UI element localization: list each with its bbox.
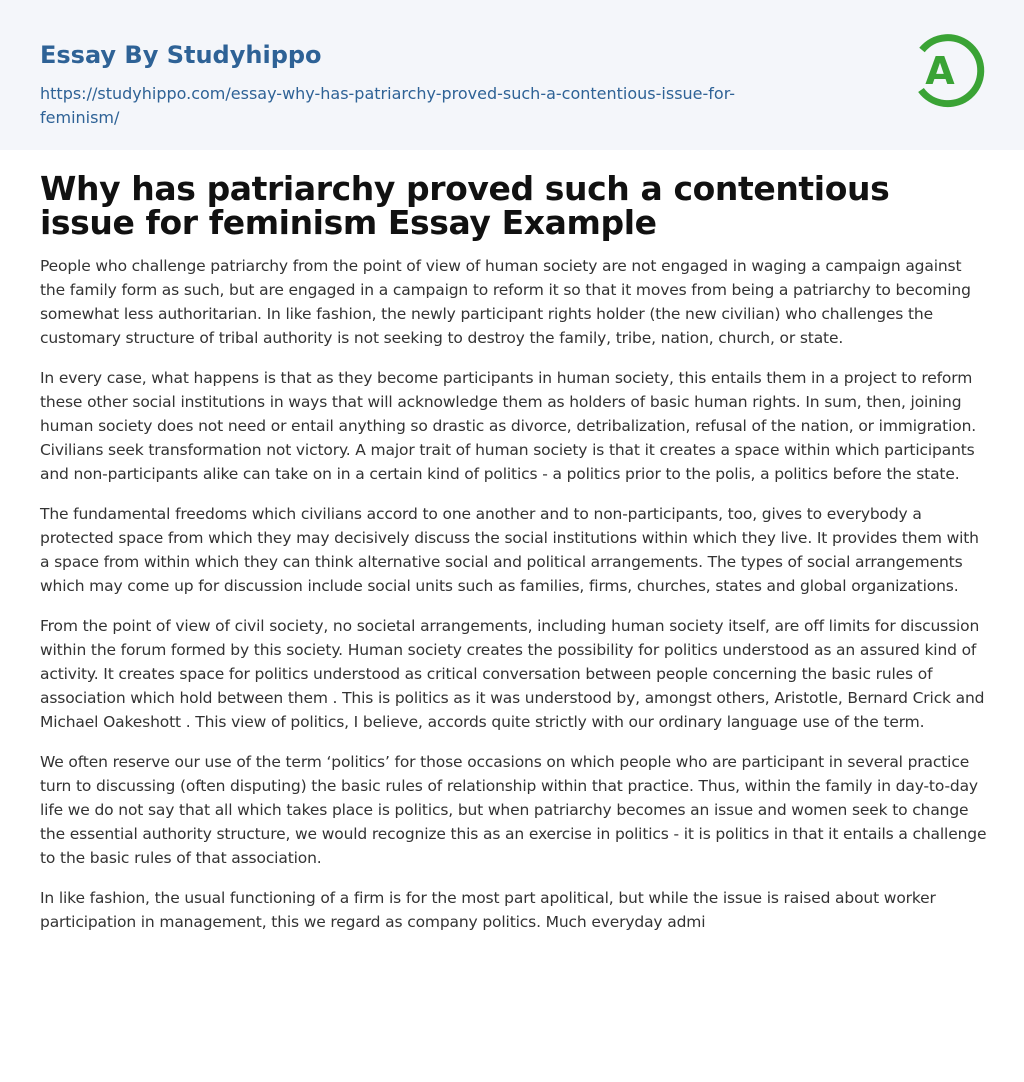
essay-paragraph-3: The fundamental freedoms which civilians accord to one another and to non-participants, too, gives to everybody a protected space from which they may decisively discuss the social institutions within which they live. It provides them with a space from within which they can think alternative social and political arrangements. The types of social arrangements which may come up for discussion include social units such as families, firms, churches, states and global organizations.	[40, 505, 979, 595]
site-header	[0, 0, 1024, 150]
essay-paragraph-2: In every case, what happens is that as they become participants in human society, this entails them in a project to reform these other social institutions in ways that will acknowledge them as holders of basic human rights. In sum, then, joining human society does not need or entail anything so drastic as divorce, detribalization, refusal of the nation, or immigration. Civilians seek transformation not victory. A major trait of human society is that it creates a space within which participants and non-participants alike can take on in a certain kind of politics - a politics prior to the polis, a politics before the state.	[40, 369, 977, 483]
url-line-1: https://studyhippo.com/essay-why-has-patriarchy-proved-such-a-contentious-issue-for-	[40, 84, 736, 103]
source-url-link[interactable]	[40, 82, 800, 130]
essay-paragraph-4: From the point of view of civil society, no societal arrangements, including human society itself, are off limits for discussion within the forum formed by this society. Human society creates the possibility for politics understood as an assured kind of activity. It creates space for politics understood as critical conversation between people concerning the basic rules of association which hold between them . This is politics as it was understood by, amongst others, Aristotle, Bernard Crick and Michael Oakeshott . This view of politics, I believe, accords quite strictly with our ordinary language use of the term.	[40, 617, 985, 731]
essay-content	[40, 169, 990, 950]
logo-letter: A	[925, 49, 955, 93]
essay-paragraph-5: We often reserve our use of the term ‘politics’ for those occasions on which people who are participant in several practice turn to discussing (often disputing) the basic rules of relationship within that practice. Thus, within the family in day-to-day life we do not say that all which takes place is politics, but when patriarchy becomes an issue and women seek to change the essential authority structure, we would recognize this as an exercise in politics - it is politics in that it entails a challenge to the basic rules of that association.	[40, 753, 987, 867]
page-title: Why has patriarchy proved such a contentious issue for feminism Essay Example	[40, 169, 890, 242]
essay-paragraph-6: In like fashion, the usual functioning of a firm is for the most part apolitical, but while the issue is raised about worker participation in management, this we regard as company politics. Much everyday admi	[40, 889, 936, 931]
essay-paragraph-1: People who challenge patriarchy from the point of view of human society are not engaged in waging a campaign against the family form as such, but are engaged in a campaign to reform it so that it moves from being a patriarchy to becoming somewhat less authoritarian. In like fashion, the newly participant rights holder (the new civilian) who challenges the customary structure of tribal authority is not seeking to destroy the family, tribe, nation, church, or state.	[40, 257, 971, 347]
brand-title[interactable]: Essay By Studyhippo	[40, 41, 322, 69]
url-line-2: feminism/	[40, 108, 120, 127]
logo-icon[interactable]	[910, 30, 986, 114]
